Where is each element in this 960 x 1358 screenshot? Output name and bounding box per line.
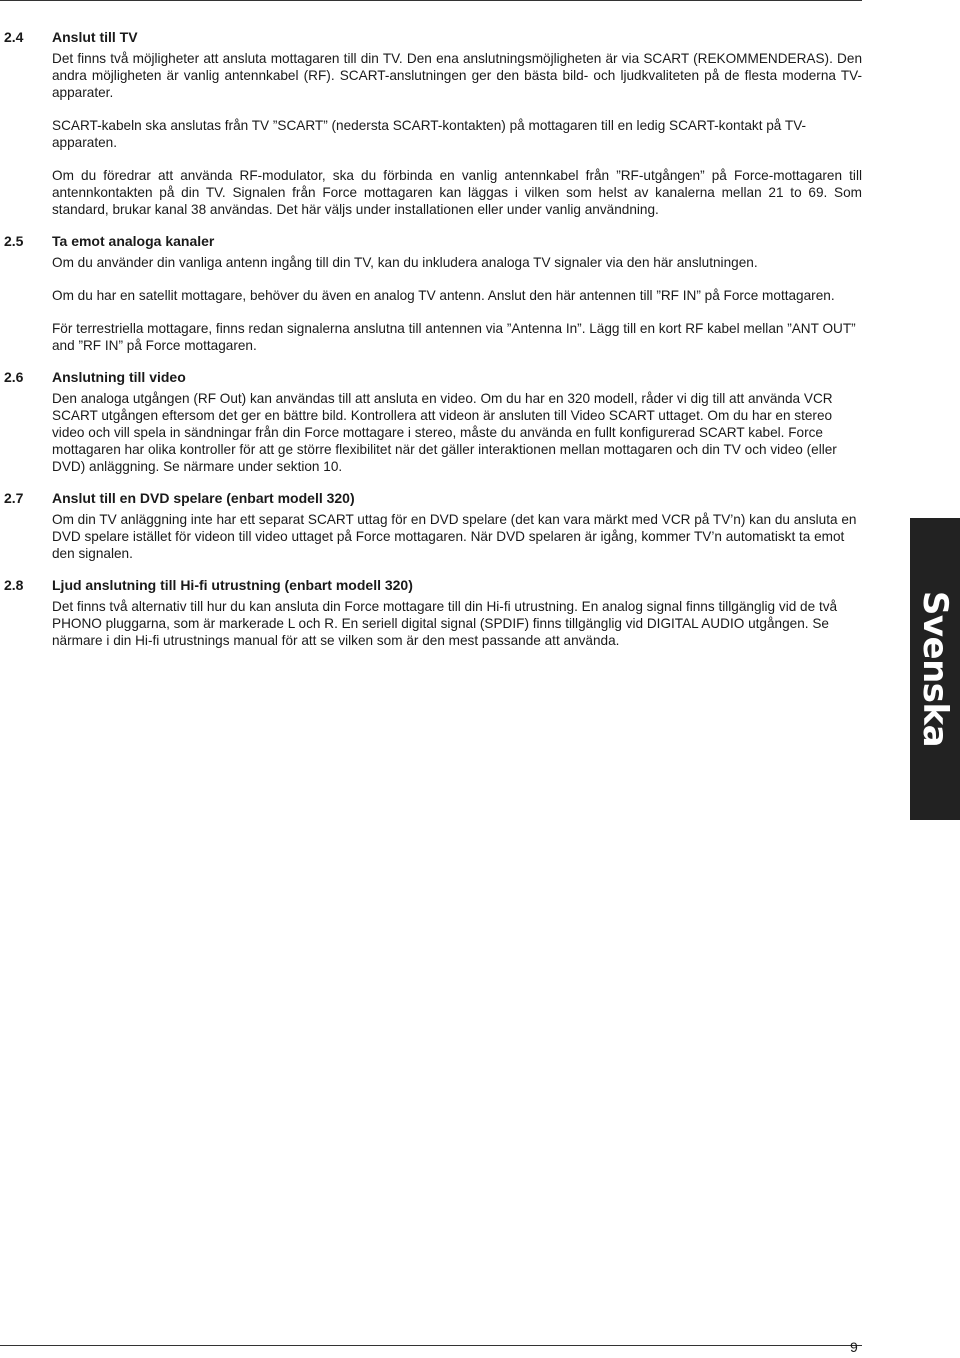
bottom-rule — [0, 1345, 862, 1346]
section-number: 2.6 — [4, 369, 24, 385]
section-heading — [0, 489, 862, 507]
section-title: Anslutning till video — [52, 369, 186, 385]
paragraph: Det finns två alternativ till hur du kan ansluta din Force mottagare till din Hi-fi utrustning. En analog signal finns tillgänglig vid de två PHONO pluggarna, som är markerade L och R. En seriell digital signal (SPDIF) finns tillgänglig vid DIGITAL AUDIO utgången. Se närmare i din Hi-fi utrustnings manual för att se vilken som är den mest passande att använda. — [52, 599, 838, 648]
section-title: Ljud anslutning till Hi-fi utrustning (enbart modell 320) — [52, 577, 413, 593]
paragraph: Den analoga utgången (RF Out) kan användas till att ansluta en video. Om du har en 320 modell, råder vi dig till att använda VCR SCART utgången eftersom det ger en bättre bild. Kontrollera att videon är ansluten till Video SCART uttaget. Om du har en stereo video och vill spela in sändningar från din Force mottagare i stereo, måste du använda en fullt konfigurerad SCART kabel. Force mottagaren har olika kontroller för att ge större flexibilitet när det gäller interaktionen mellan mottagaren och din TV och video (eller DVD) anläggning. Se närmare under sektion 10. — [52, 391, 837, 474]
section-title: Anslut till en DVD spelare (enbart modell 320) — [52, 490, 355, 506]
section-2-5 — [0, 232, 862, 354]
section-heading — [0, 368, 862, 386]
page-content — [0, 28, 862, 649]
language-tab-label: Svenska — [915, 590, 955, 748]
paragraph: Det finns två möjligheter att ansluta mottagaren till din TV. Den ena anslutningsmöjligheten är via SCART (REKOMMENDERAS). Den andra möjligheten är vanlig antennkabel (RF). SCART-anslutningen ger den bästa bild- och ljudkvaliteten på de flesta moderna TV-apparater. — [52, 51, 862, 100]
page-number: 9 — [850, 1339, 858, 1355]
section-title: Ta emot analoga kanaler — [52, 233, 215, 249]
top-rule — [0, 0, 862, 1]
section-2-8 — [0, 576, 862, 649]
paragraph: SCART-kabeln ska anslutas från TV ”SCART” (nedersta SCART-kontakten) på mottagaren till en ledig SCART-kontakt på TV-apparaten. — [52, 118, 807, 150]
section-2-4 — [0, 28, 862, 218]
section-title: Anslut till TV — [52, 29, 138, 45]
paragraph: Om du har en satellit mottagare, behöver du även en analog TV antenn. Anslut den här antennen till ”RF IN” på Force mottagaren. — [52, 288, 835, 303]
section-heading — [0, 232, 862, 250]
section-number: 2.8 — [4, 577, 24, 593]
section-number: 2.5 — [4, 233, 24, 249]
section-2-6 — [0, 368, 862, 475]
paragraph: Om du föredrar att använda RF-modulator, ska du förbinda en vanlig antennkabel från ”RF-utgången” på Force-mottagaren till antennkontakten på din TV. Signalen från Force mottagaren kan läggas i vilken som helst av kanalerna mellan 21 to 69. Som standard, brukar kanal 38 användas. Det här väljs under installationen eller under vanlig användning. — [52, 168, 862, 217]
language-side-tab — [910, 518, 960, 820]
paragraph: För terrestriella mottagare, finns redan signalerna anslutna till antennen via ”Antenna In”. Lägg till en kort RF kabel mellan ”ANT OUT” and ”RF IN” på Force mottagaren. — [52, 321, 856, 353]
section-heading — [0, 28, 862, 46]
section-heading — [0, 576, 862, 594]
section-number: 2.4 — [4, 29, 24, 45]
section-number: 2.7 — [4, 490, 24, 506]
paragraph: Om du använder din vanliga antenn ingång till din TV, kan du inkludera analoga TV signaler via den här anslutningen. — [52, 255, 758, 270]
paragraph: Om din TV anläggning inte har ett separat SCART uttag för en DVD spelare (det kan vara märkt med VCR på TV’n) kan du ansluta en DVD spelare istället för videon till video uttaget på Force mottagaren. När DVD spelaren är igång, kommer TV’n automatiskt ta emot den signalen. — [52, 512, 857, 561]
section-2-7 — [0, 489, 862, 562]
